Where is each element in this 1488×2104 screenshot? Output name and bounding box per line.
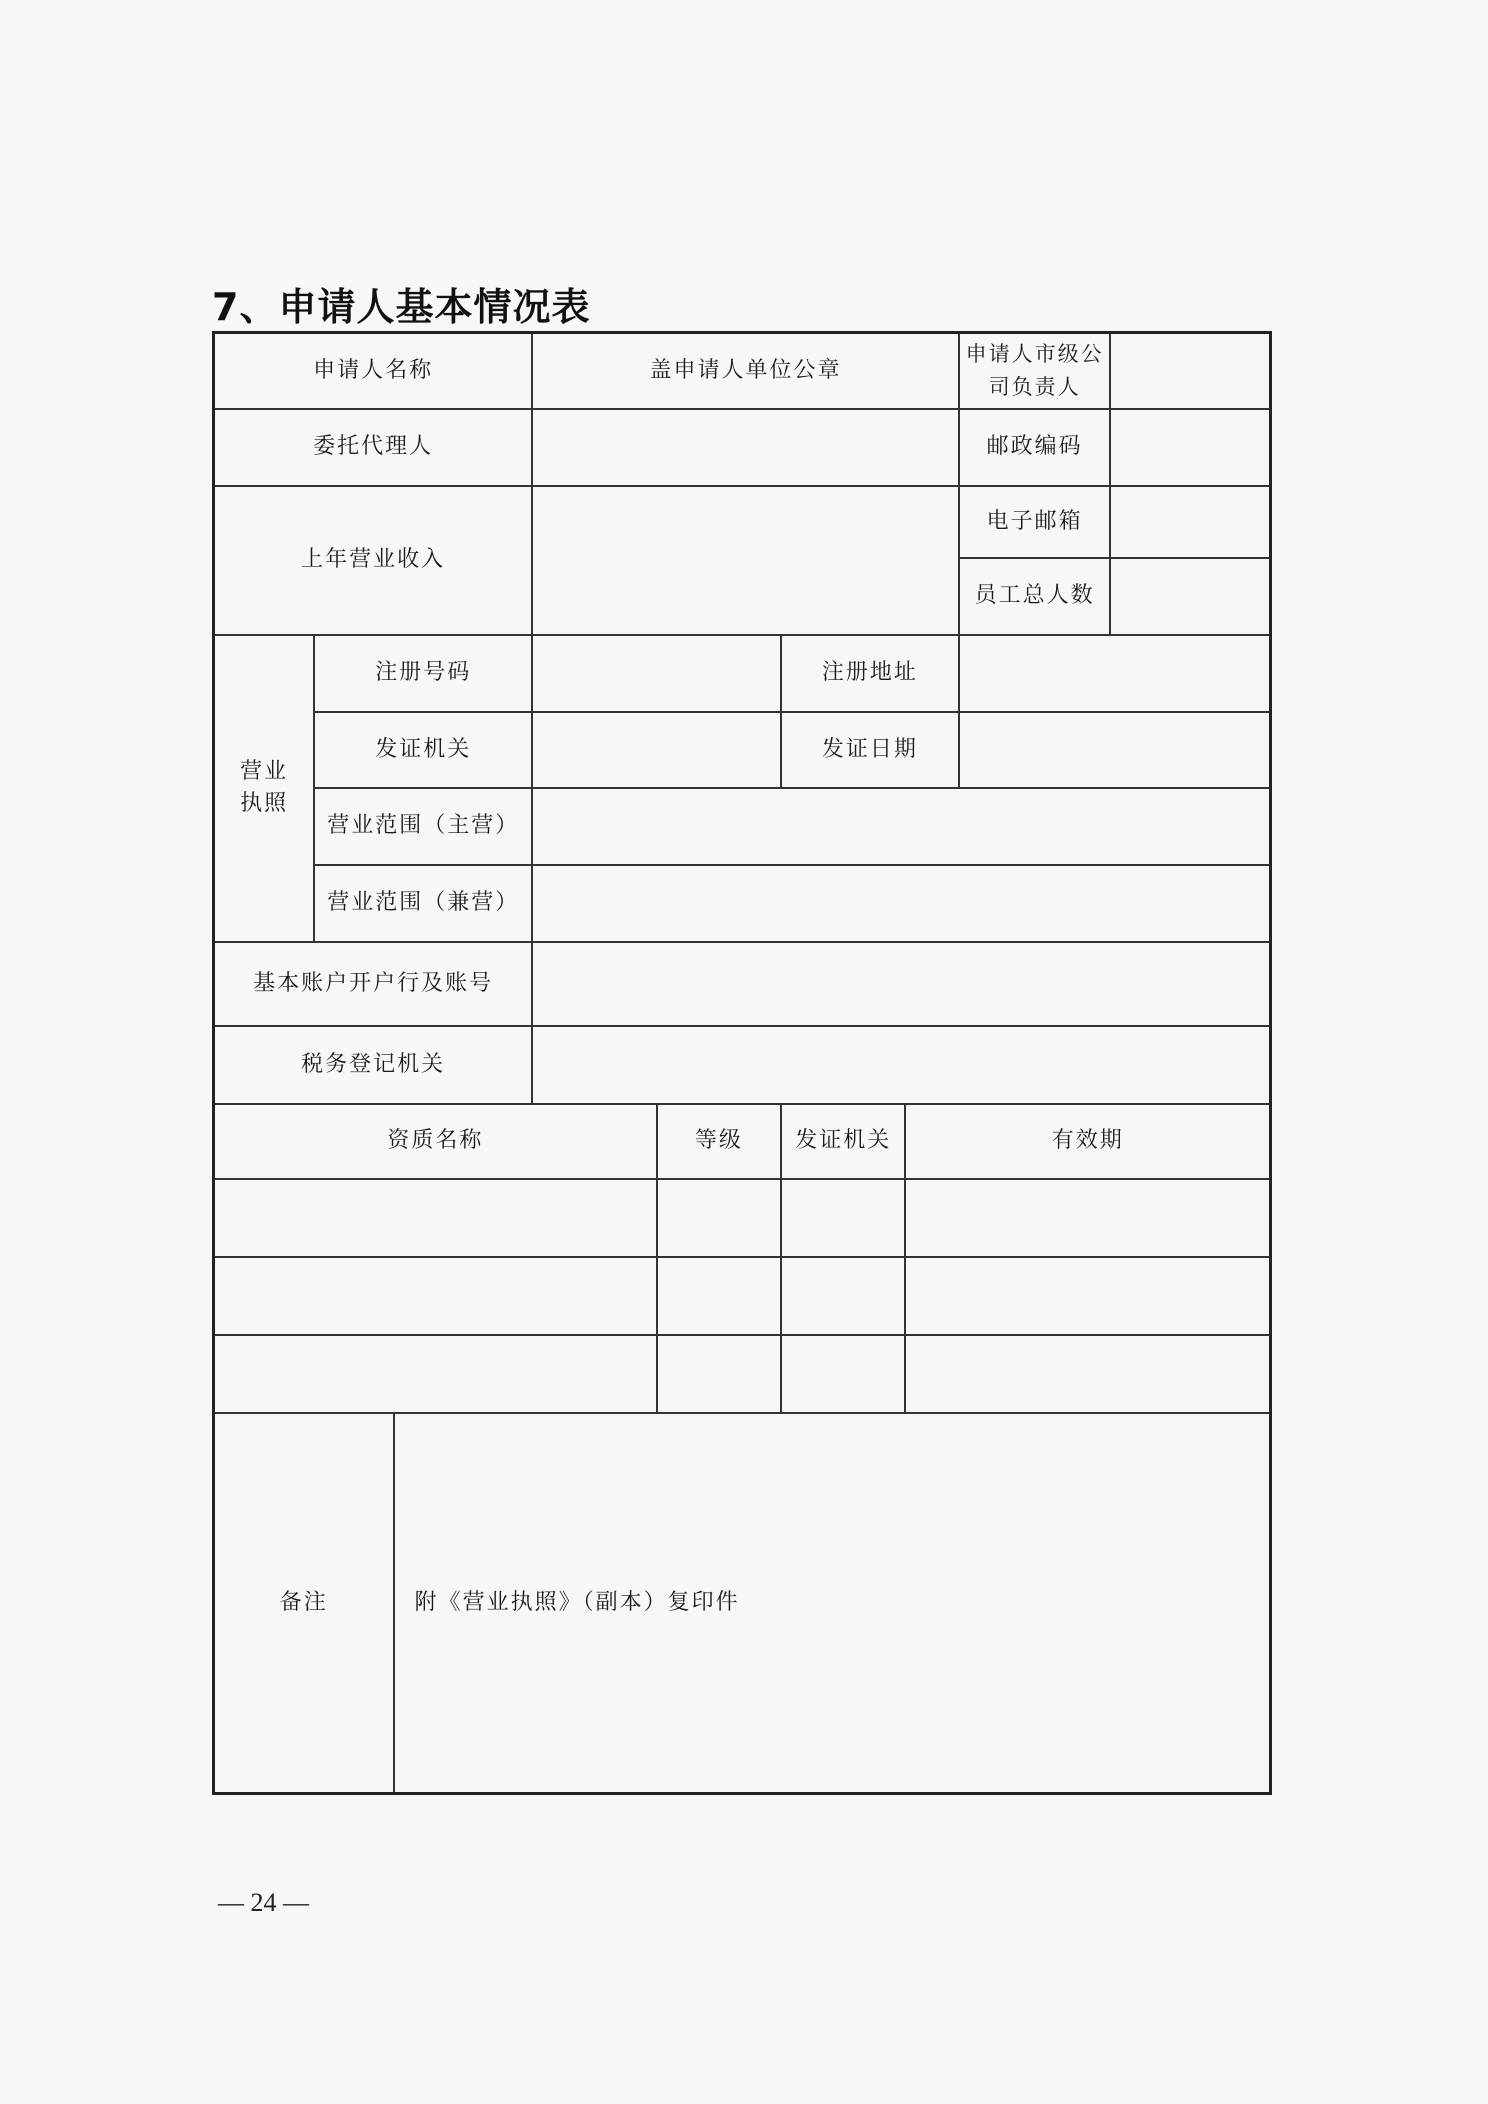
license-group-text: 营业执照 — [240, 759, 289, 816]
page-number: — 24 — — [218, 1888, 309, 1917]
scope-main-label: 营业范围（主营） — [314, 788, 532, 865]
qual-issuer-cell — [781, 1179, 905, 1257]
qual-level-header: 等级 — [657, 1104, 781, 1179]
qual-level-cell — [657, 1335, 781, 1413]
issuer-label: 发证机关 — [314, 712, 532, 788]
page-title: 7、申请人基本情况表 — [212, 285, 591, 329]
qual-valid-header: 有效期 — [905, 1104, 1270, 1179]
qual-valid-cell — [905, 1335, 1270, 1413]
applicant-name-value: 盖申请人单位公章 — [532, 333, 959, 409]
issuer-value — [532, 712, 781, 788]
issue-date-label: 发证日期 — [781, 712, 959, 788]
table-row — [214, 1257, 1271, 1335]
table-row — [214, 1179, 1271, 1257]
table-row — [214, 1335, 1271, 1413]
bank-label: 基本账户开户行及账号 — [214, 942, 533, 1026]
employees-label: 员工总人数 — [959, 558, 1111, 635]
email-value — [1110, 486, 1270, 558]
agent-value — [532, 409, 959, 486]
reg-address-label: 注册地址 — [781, 635, 959, 712]
scope-side-value — [532, 865, 1270, 942]
postcode-value — [1110, 409, 1270, 486]
employees-value — [1110, 558, 1270, 635]
qual-level-cell — [657, 1179, 781, 1257]
postcode-label: 邮政编码 — [959, 409, 1111, 486]
revenue-label: 上年营业收入 — [214, 486, 533, 635]
qual-level-cell — [657, 1257, 781, 1335]
qual-name-cell — [214, 1257, 657, 1335]
scope-side-label: 营业范围（兼营） — [314, 865, 532, 942]
email-label: 电子邮箱 — [959, 486, 1111, 558]
tax-label: 税务登记机关 — [214, 1026, 533, 1104]
reg-no-label: 注册号码 — [314, 635, 532, 712]
qual-issuer-cell — [781, 1335, 905, 1413]
notes-value: 附《营业执照》（副本）复印件 — [394, 1413, 1271, 1794]
qual-issuer-header: 发证机关 — [781, 1104, 905, 1179]
applicant-info-table — [212, 331, 1272, 1795]
qual-issuer-cell — [781, 1257, 905, 1335]
agent-label: 委托代理人 — [214, 409, 533, 486]
license-group-label — [214, 635, 315, 942]
issue-date-value — [959, 712, 1271, 788]
revenue-value — [532, 486, 959, 635]
city-head-value — [1110, 333, 1270, 409]
qual-name-cell — [214, 1335, 657, 1413]
reg-address-value — [959, 635, 1271, 712]
qual-valid-cell — [905, 1179, 1270, 1257]
city-head-label: 申请人市级公司负责人 — [959, 333, 1111, 409]
qual-name-header: 资质名称 — [214, 1104, 657, 1179]
scope-main-value — [532, 788, 1270, 865]
qual-valid-cell — [905, 1257, 1270, 1335]
reg-no-value — [532, 635, 781, 712]
qual-name-cell — [214, 1179, 657, 1257]
notes-label: 备注 — [214, 1413, 394, 1794]
applicant-name-label: 申请人名称 — [214, 333, 533, 409]
bank-value — [532, 942, 1270, 1026]
tax-value — [532, 1026, 1270, 1104]
